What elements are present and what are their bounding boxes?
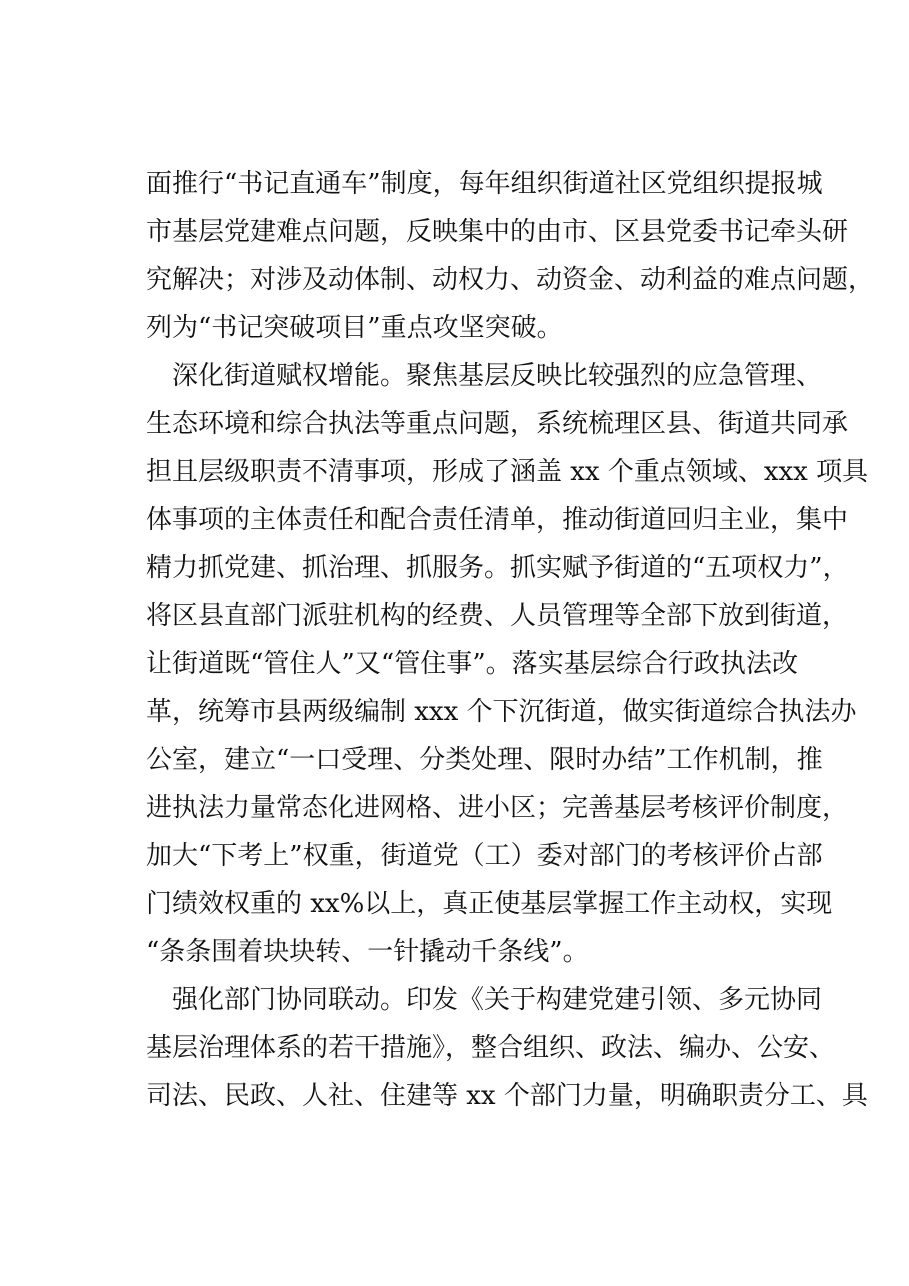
text-line: 进执法力量常态化进网格、进小区；完善基层考核评价制度， [146,793,849,823]
text-line: 司法、民政、人社、住建等 xx 个部门力量，明确职责分工、具 [146,1081,868,1111]
text-line: 革，统筹市县两级编制 xxx 个下沉街道，做实街道综合执法办 [146,697,857,727]
text-line: 精力抓党建、抓治理、抓服务。抓实赋予街道的“五项权力”， [146,553,849,583]
text-line: 将区县直部门派驻机构的经费、人员管理等全部下放到街道， [146,601,849,631]
text-line: 门绩效权重的 xx%以上，真正使基层掌握工作主动权，实现 [146,889,833,919]
text-line: “条条围着块块转、一针撬动千条线”。 [146,937,589,967]
text-line: 列为“书记突破项目”重点攻坚突破。 [146,313,563,343]
text-line: 加大“下考上”权重，街道党（工）委对部门的考核评价占部 [146,841,823,871]
text-line: 让街道既“管住人”又“管住事”。落实基层综合行政执法改 [146,649,798,679]
text-line: 担且层级职责不清事项，形成了涵盖 xx 个重点领域、xxx 项具 [146,457,869,487]
text-line: 生态环境和综合执法等重点问题，系统梳理区县、街道共同承 [146,409,849,439]
text-line: 基层治理体系的若干措施》，整合组织、政法、编办、公安、 [146,1033,836,1063]
paragraph-heading-line: 强化部门协同联动。印发《关于构建党建引领、多元协同 [172,985,823,1015]
text-line: 究解决；对涉及动体制、动权力、动资金、动利益的难点问题， [146,265,875,295]
paragraph-heading-line: 深化街道赋权增能。聚焦基层反映比较强烈的应急管理、 [172,361,823,391]
text-line: 体事项的主体责任和配合责任清单，推动街道回归主业，集中 [146,505,849,535]
text-line: 公室，建立“一口受理、分类处理、限时办结”工作机制，推 [146,745,823,775]
text-line: 面推行“书记直通车”制度，每年组织街道社区党组织提报城 [146,169,823,199]
text-line: 市基层党建难点问题，反映集中的由市、区县党委书记牵头研 [146,217,849,247]
